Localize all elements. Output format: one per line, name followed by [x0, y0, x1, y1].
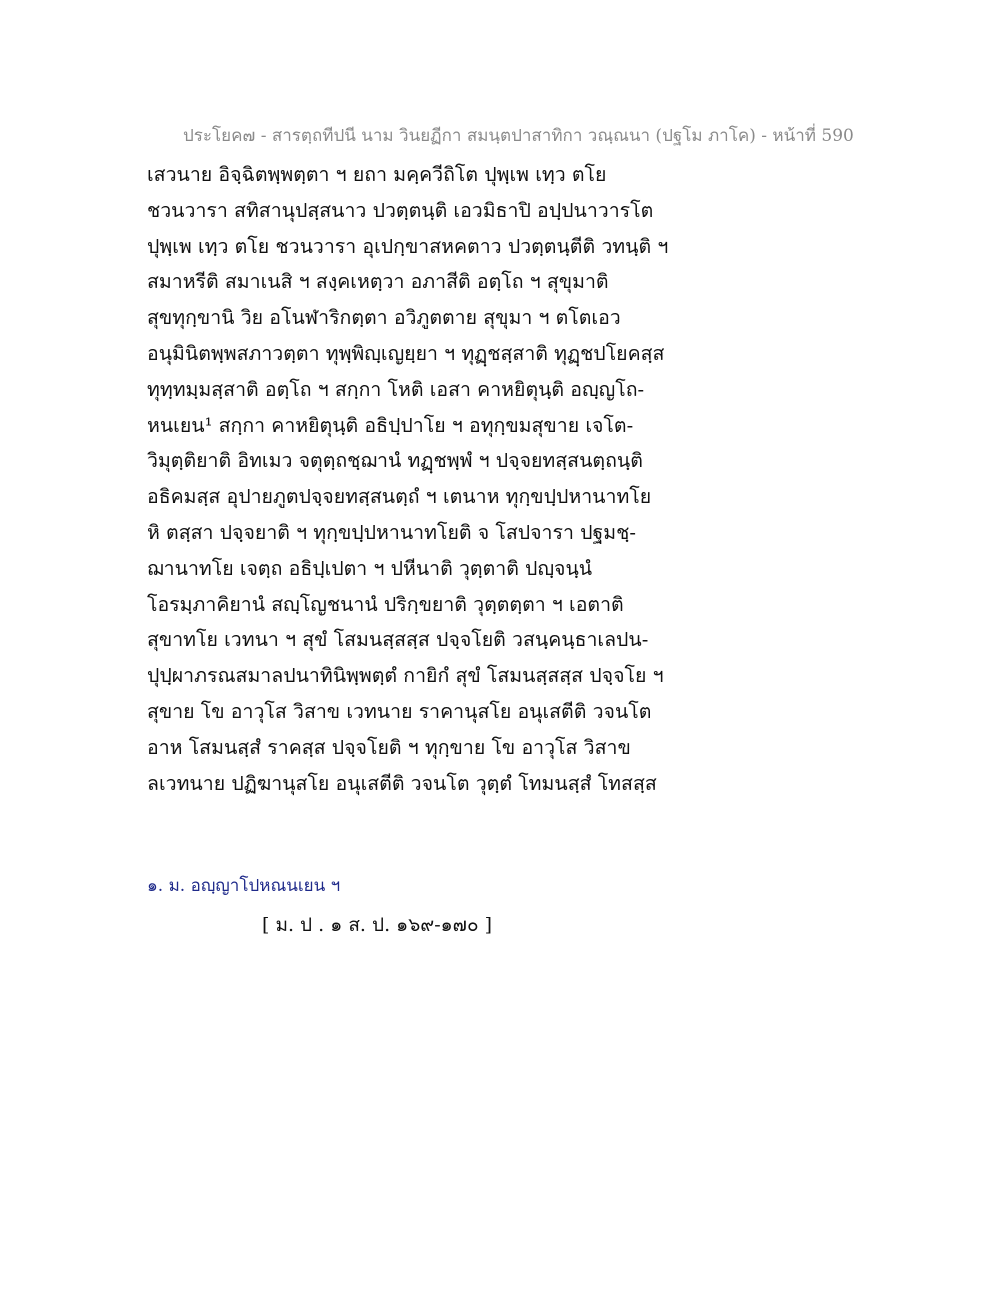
- text-line: อธิคมสฺส อุปายภูตปจฺจยทสฺสนตฺถํ ฯ เตนาห ทุกฺขปฺปหานาทโย: [147, 485, 652, 509]
- text-line: เสวนาย อิจฺฉิตพฺพตฺตา ฯ ยถา มคฺควีถิโต ปุพฺเพ เทฺว ตโย: [147, 163, 607, 186]
- text-line: สุขทุกฺขานิ วิย อโนฬาริกตฺตา อวิภูตตาย สุขุมา ฯ ตโตเอว: [147, 306, 621, 330]
- text-line: สุขาย โข อาวุโส วิสาข เวทนาย ราคานุสโย อนุเสตีติ วจนโต: [147, 699, 652, 723]
- footnote: ๑. ม. อญฺญาโปหณนเยน ฯ: [147, 876, 341, 896]
- body-text: [147, 157, 907, 801]
- page-header: ประโยค๗ - สารตฺถทีปนี นาม วินยฏีกา สมนฺตปาสาทิกา วณฺณนา (ปฐโม ภาโค) - หน้าที่ 590: [183, 126, 854, 146]
- text-line: ชวนวารา สทิสานุปสฺสนาว ปวตฺตนฺติ เอวมิธาปิ อปฺปนาวารโต: [147, 198, 654, 222]
- text-line: โอรมฺภาคิยานํ สญฺโญชนานํ ปริกฺขยาติ วุตฺตตฺตา ฯ เอตาติ: [147, 592, 624, 616]
- text-line: อาห โสมนสฺสํ ราคสฺส ปจฺจโยติ ฯ ทุกฺขาย โข อาวุโส วิสาข: [147, 735, 631, 759]
- text-line: อนุมินิตพฺพสภาวตฺตา ทุพฺพิญฺเญยฺยา ฯ ทุฏฺชสฺสาติ ทุฏฺชปโยคสฺส: [147, 341, 665, 365]
- text-line: ทุทฺทมฺมสฺสาติ อตฺโถ ฯ สกฺกา โหติ เอสา คาหยิตุนฺติ อญฺญโถ-: [147, 377, 645, 401]
- text-line: หนเยน¹ สกฺกา คาหยิตุนฺติ อธิปฺปาโย ฯ อทุกฺขมสุขาย เจโต-: [147, 413, 634, 437]
- text-line: ฌานาทโย เจตฺถ อธิปฺเปตา ฯ ปหีนาติ วุตฺตาติ ปญฺจนฺนํ: [147, 556, 593, 580]
- text-line: สุขาทโย เวทนา ฯ สุขํ โสมนสฺสสฺส ปจฺจโยติ วสนฺคนฺธาเลปน-: [147, 628, 649, 652]
- text-line: หิ ตสฺสา ปจฺจยาติ ฯ ทุกฺขปฺปหานาทโยติ จ โสปจารา ปฐมชฺ-: [147, 520, 636, 544]
- page-reference: [ ม. ป . ๑ ส. ป. ๑๖๙-๑๗๐ ]: [262, 914, 493, 936]
- text-line: ปุปฺผาภรณสมาลปนาทินิพฺพตฺตํ กายิกํ สุขํ โสมนสฺสสฺส ปจฺจโย ฯ: [147, 664, 664, 688]
- text-line: ลเวทนาย ปฏิฆานุสโย อนุเสตีติ วจนโต วุตฺตํ โทมนสฺสํ โทสสฺส: [147, 771, 657, 795]
- text-line: ปุพฺเพ เทฺว ตโย ชวนวารา อุเปกฺขาสหคตาว ปวตฺตนฺตีติ วทนฺติ ฯ: [147, 234, 669, 258]
- text-line: วิมุตฺติยาติ อิทเมว จตุตฺถชฺฌานํ ทฏฺชพฺพํ ฯ ปจฺจยทสฺสนตฺถนฺติ: [147, 449, 643, 473]
- text-line: สมาหรีติ สมาเนสิ ฯ สงฺคเหตฺวา อภาสีติ อตฺโถ ฯ สุขุมาติ: [147, 270, 609, 294]
